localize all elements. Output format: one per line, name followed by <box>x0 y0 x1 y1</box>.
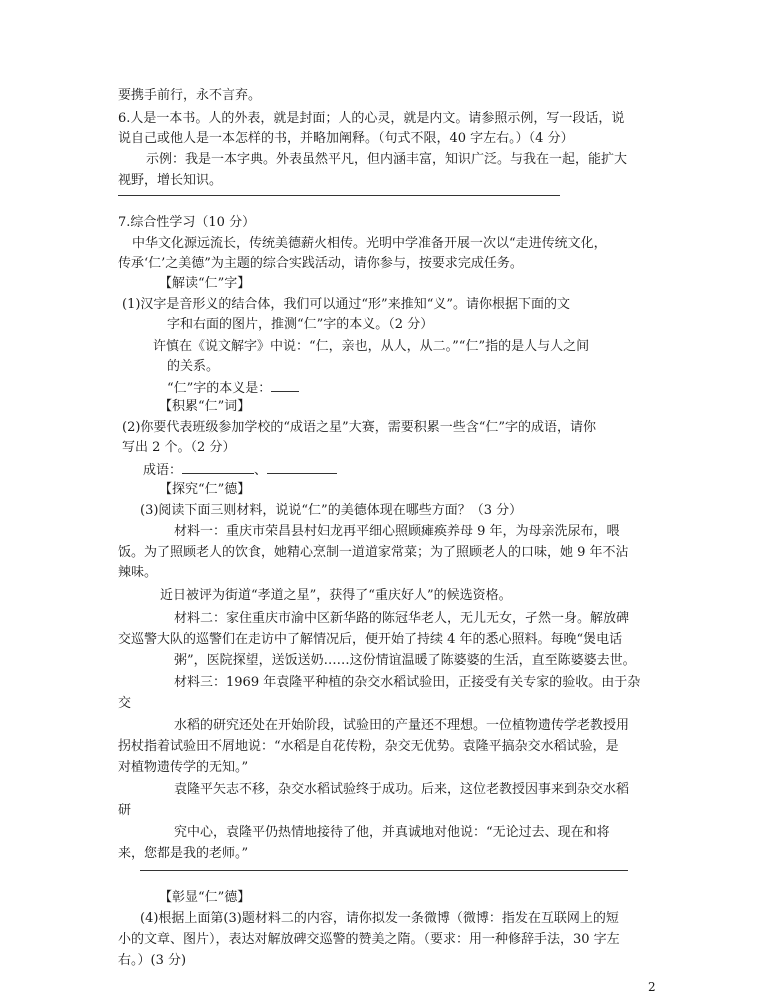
question-6-example-cont: 视野，增长知识。 <box>118 173 223 188</box>
subquestion-4-cont: 右。）(3 分) <box>118 953 187 968</box>
subquestion-2-cont: 写出 2 个。（2 分） <box>122 440 236 455</box>
answer-1-row <box>167 378 299 398</box>
section-tag-explore: 【探究“仁”德】 <box>159 482 251 497</box>
material-3-cont: 交 <box>118 696 132 711</box>
shuowen-quote: 许慎在《说文解字》中说：“仁，亲也，从人，从二。”“仁”指的是人与人之间 <box>153 339 590 354</box>
answer-line[interactable] <box>118 195 560 196</box>
answer-1-label: “仁”字的本义是： <box>167 381 272 396</box>
question-6-prompt-cont: 说自己或他人是一本怎样的书，并略加阐释。（句式不限，40 字左右。）（4 分） <box>118 131 574 146</box>
material-2-cont: 交巡警大队的巡警们在走访中了解情况后，便开始了持续 4 年的悉心照料。每晚“煲电话 <box>118 632 623 647</box>
question-6-prompt: 6.人是一本书。人的外表，就是封面；人的心灵，就是内文。请参照示例，写一段话，说 <box>118 111 625 126</box>
answer-2-row <box>143 460 337 480</box>
subquestion-3: (3)阅读下面三则材料，说说“仁”的美德体现在哪些方面？（3 分） <box>140 503 523 518</box>
subquestion-4-cont: 小的文章、图片），表达对解放碑交巡警的赞美之隋。（要求：用一种修辞手法，30 字左 <box>118 932 620 947</box>
material-1: 材料一：重庆市荣昌县村妇龙再平细心照顾瘫痪养母 9 年，为母亲洗尿布，喂 <box>174 524 620 539</box>
idiom-blank-1[interactable] <box>182 460 254 474</box>
question-6-example: 示例：我是一本字典。外表虽然平凡，但内涵丰富，知识广泛。与我在一起，能扩大 <box>146 152 628 167</box>
material-1-cont: 饭。为了照顾老人的饮食，她精心烹制一道道家常菜；为了照顾老人的口味，她 9 年不沾 <box>118 545 629 560</box>
material-3-cont: 研 <box>118 803 132 818</box>
material-3-cont: 究中心，袁隆平仍热情地接待了他，并真诚地对他说：“无论过去、现在和将 <box>174 825 610 840</box>
section-tag-interpret: 【解读“仁”字】 <box>159 276 251 291</box>
question-7-intro-cont: 传承‘仁’之美德”为主题的综合实践活动，请你参与，按要求完成任务。 <box>118 256 523 271</box>
material-2-cont: 粥”，医院探望，送饭送奶……这份情谊温暖了陈婆婆的生活，直至陈婆婆去世。 <box>174 653 636 668</box>
subquestion-2: (2)你要代表班级参加学校的“成语之星”大赛，需要积累一些含“仁”字的成语，请你 <box>122 420 596 435</box>
answer-1-blank[interactable] <box>271 378 299 392</box>
idiom-separator: 、 <box>254 463 268 478</box>
material-3-cont: 水稻的研究还处在开始阶段，试验田的产量还不理想。一位植物遗传学老教授用 <box>174 718 630 733</box>
material-3-cont: 拐杖指着试验田不屑地说：“水稻是自花传粉，杂交无优势。袁隆平搞杂交水稻试验，是 <box>118 739 619 754</box>
section-tag-accumulate: 【积累“仁”词】 <box>159 399 251 414</box>
question-7-intro: 中华文化源远流长，传统美德薪火相传。光明中学准备开展一次以“走进传统文化， <box>132 236 607 251</box>
page-number: 2 <box>648 980 656 994</box>
material-2: 材料二：家住重庆市渝中区新华路的陈冠华老人，无儿无女，孑然一身。解放碑 <box>174 611 630 626</box>
material-3-cont: 袁隆平矢志不移，杂交水稻试验终于成功。后来，这位老教授因事来到杂交水稻 <box>174 782 630 797</box>
continued-text-line: 要携手前行，永不言弃。 <box>118 88 262 103</box>
answer-line[interactable] <box>140 870 628 871</box>
answer-2-label: 成语： <box>143 463 183 478</box>
idiom-blank-2[interactable] <box>267 460 337 474</box>
section-tag-manifest: 【彰显“仁”德】 <box>159 890 251 905</box>
question-7-heading: 7.综合性学习（10 分） <box>118 215 256 230</box>
shuowen-quote-cont: 的关系。 <box>167 359 220 374</box>
subquestion-1: (1)汉字是音形义的结合体，我们可以通过“形”来推知“义”。请你根据下面的文 <box>122 297 570 312</box>
material-1-cont: 近日被评为街道“孝道之星”，获得了“重庆好人”的候选资格。 <box>160 588 512 603</box>
material-3: 材料三：1969 年袁隆平种植的杂交水稻试验田，正接受有关专家的验收。由于杂 <box>174 675 641 690</box>
subquestion-1-cont: 字和右面的图片，推测“仁”字的本义。（2 分） <box>167 317 434 332</box>
material-3-cont: 来，您都是我的老师。” <box>118 846 249 861</box>
material-1-cont: 辣味。 <box>118 565 158 580</box>
subquestion-4: (4)根据上面第(3)题材料二的内容，请你拟发一条微博（微博：指发在互联网上的短 <box>140 911 619 926</box>
material-3-cont: 对植物遗传学的无知。” <box>118 760 249 775</box>
